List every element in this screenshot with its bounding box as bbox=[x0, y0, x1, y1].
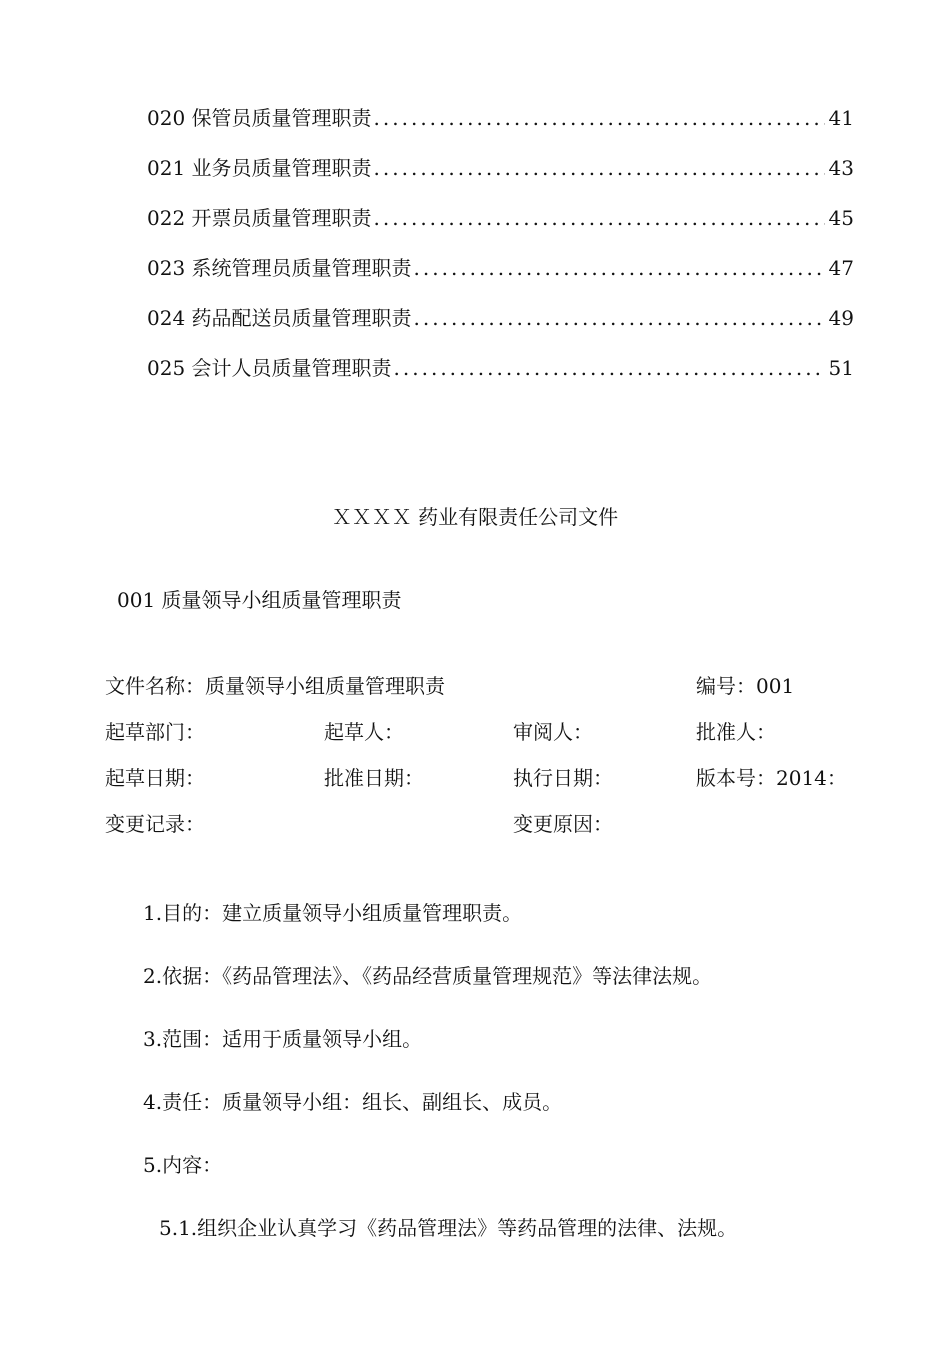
paragraph-purpose: 1.目的：建立质量领导小组质量管理职责。 bbox=[143, 901, 523, 925]
toc-entry[interactable] bbox=[147, 253, 854, 303]
document-body bbox=[143, 897, 863, 1275]
toc-entry-page: 45 bbox=[828, 206, 854, 230]
toc-entry[interactable] bbox=[147, 153, 854, 203]
toc-dot-leader bbox=[374, 153, 825, 183]
approver-field: 批准人： bbox=[696, 720, 776, 744]
approval-date-field: 批准日期： bbox=[324, 766, 424, 790]
version-field: 版本号：2014： bbox=[696, 766, 847, 790]
toc-entry[interactable] bbox=[147, 353, 854, 403]
toc-dot-leader bbox=[374, 203, 825, 233]
paragraph-scope: 3.范围：适用于质量领导小组。 bbox=[143, 1027, 423, 1051]
toc-entry[interactable] bbox=[147, 103, 854, 153]
toc-dot-leader bbox=[414, 253, 825, 283]
paragraph-responsibility: 4.责任：质量领导小组：组长、副组长、成员。 bbox=[143, 1090, 563, 1114]
info-row bbox=[105, 716, 865, 762]
document-number-field: 编号：001 bbox=[696, 674, 795, 698]
toc-dot-leader bbox=[414, 303, 825, 333]
change-reason-field: 变更原因： bbox=[513, 812, 613, 836]
file-name-field: 文件名称：质量领导小组质量管理职责 bbox=[105, 674, 445, 698]
document-info-block bbox=[105, 670, 865, 854]
paragraph-basis: 2.依据：《药品管理法》、《药品经营质量管理规范》等法律法规。 bbox=[143, 964, 713, 988]
info-row bbox=[105, 670, 865, 716]
effective-date-field: 执行日期： bbox=[513, 766, 613, 790]
info-row bbox=[105, 762, 865, 808]
toc-entry-title: 021 业务员质量管理职责 bbox=[147, 156, 372, 180]
toc-dot-leader bbox=[394, 353, 825, 383]
toc-entry-page: 47 bbox=[828, 256, 854, 280]
section-title: 001 质量领导小组质量管理职责 bbox=[117, 588, 402, 612]
toc-entry-title: 024 药品配送员质量管理职责 bbox=[147, 306, 412, 330]
toc-dot-leader bbox=[374, 103, 825, 133]
toc-entry[interactable] bbox=[147, 303, 854, 353]
toc-entry-page: 43 bbox=[828, 156, 854, 180]
draft-department-field: 起草部门： bbox=[105, 720, 205, 744]
reviewer-field: 审阅人： bbox=[513, 720, 593, 744]
draft-date-field: 起草日期： bbox=[105, 766, 205, 790]
toc-entry-page: 49 bbox=[828, 306, 854, 330]
paragraph-content-item: 5.1.组织企业认真学习《药品管理法》等药品管理的法律、法规。 bbox=[159, 1216, 738, 1240]
table-of-contents bbox=[147, 103, 854, 403]
drafter-field: 起草人： bbox=[324, 720, 404, 744]
change-record-field: 变更记录： bbox=[105, 812, 205, 836]
document-header: ＸＸＸＸ 药业有限责任公司文件 bbox=[331, 505, 619, 529]
info-row bbox=[105, 808, 865, 854]
toc-entry-title: 022 开票员质量管理职责 bbox=[147, 206, 372, 230]
toc-entry-page: 41 bbox=[828, 106, 854, 130]
toc-entry[interactable] bbox=[147, 203, 854, 253]
toc-entry-title: 025 会计人员质量管理职责 bbox=[147, 356, 392, 380]
toc-entry-title: 020 保管员质量管理职责 bbox=[147, 106, 372, 130]
paragraph-content: 5.内容： bbox=[143, 1153, 223, 1177]
toc-entry-title: 023 系统管理员质量管理职责 bbox=[147, 256, 412, 280]
toc-entry-page: 51 bbox=[828, 356, 854, 380]
